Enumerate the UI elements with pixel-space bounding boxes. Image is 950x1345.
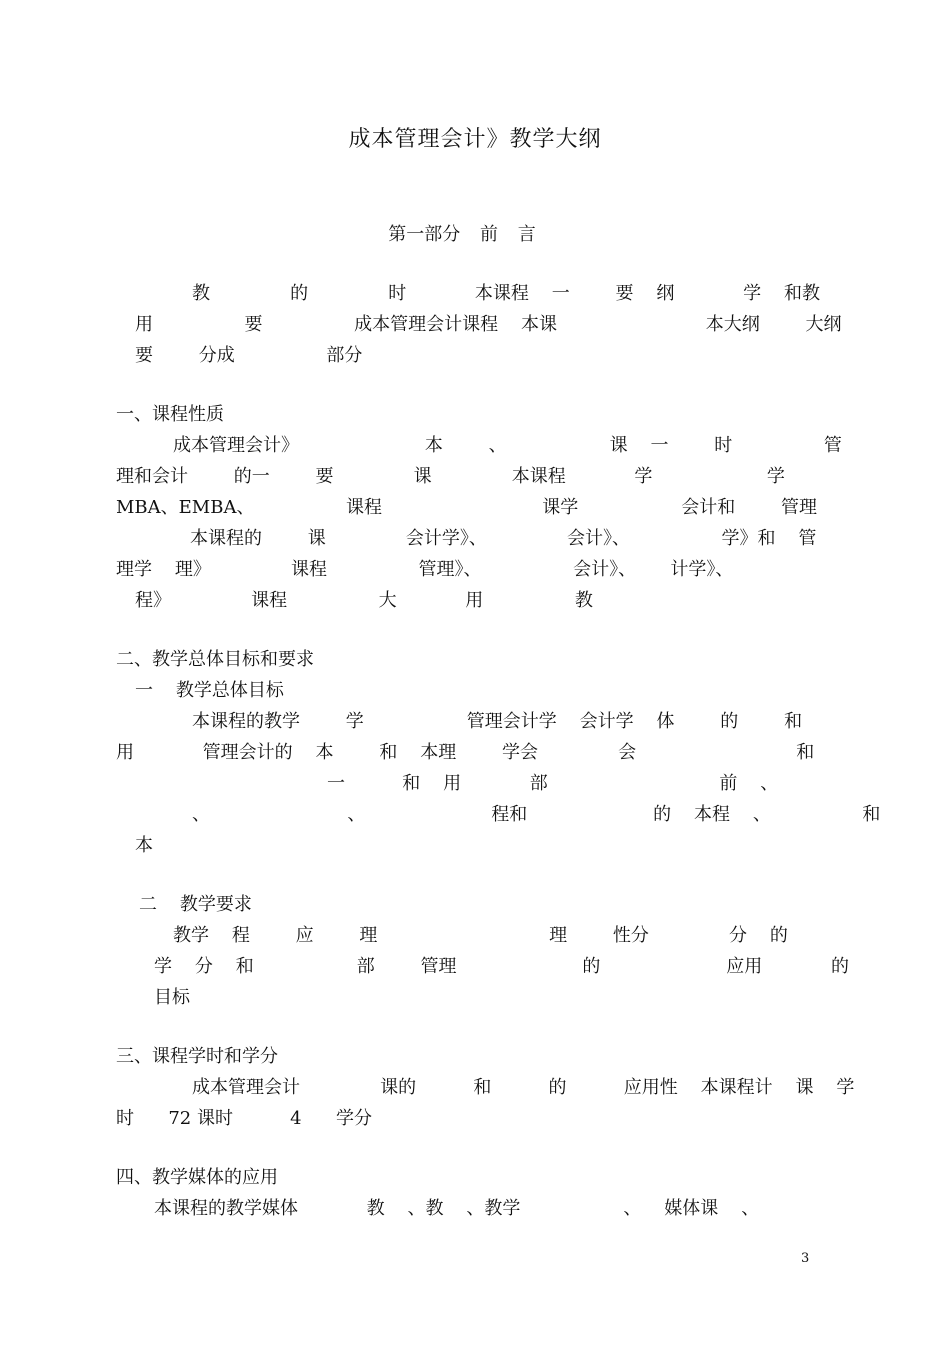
section-line: 教学 程 应 理 理 性分 分 的 xyxy=(173,925,788,946)
subheading-overall-goal: 一 教学总体目标 xyxy=(135,680,284,701)
section-line: MBA、EMBA、 课程 课学 会计和 管理 xyxy=(116,497,817,518)
section-line: 时 72 课时 4 学分 xyxy=(116,1108,372,1129)
section-line: 、 、 程和 的 本程 、 和 xyxy=(192,804,881,825)
part-title: 第一部分 前 言 xyxy=(388,224,536,245)
section-line: 目标 xyxy=(154,987,190,1008)
section-line: 成本管理会计 课的 和 的 应用性 本课程计 课 学 xyxy=(192,1077,855,1098)
preface-line: 用 要 成本管理会计课程 本课 本大纲 大纲 xyxy=(135,314,842,335)
section-heading-hours: 三、课程学时和学分 xyxy=(116,1046,278,1067)
section-line: 本课程的 课 会计学》、 会计》、 学》和 管 xyxy=(190,528,817,549)
section-line: 本课程的教学媒体 教 、教 、教学 、 媒体课 、 xyxy=(154,1198,760,1219)
section-line: 本 xyxy=(135,835,153,856)
section-heading-goals: 二、教学总体目标和要求 xyxy=(116,649,314,670)
section-line: 一 和 用 部 前 、 xyxy=(327,773,779,794)
section-line: 用 管理会计的 本 和 本理 学会 会 和 xyxy=(116,742,815,763)
section-line: 成本管理会计》 本 、 课 一 时 管 xyxy=(173,435,842,456)
section-line: 理学 理》 课程 管理》、 会计》、 计学》、 xyxy=(116,559,734,580)
section-heading-nature: 一、课程性质 xyxy=(116,404,224,425)
preface-line: 要 分成 部分 xyxy=(135,345,363,366)
section-line: 本课程的教学 学 管理会计学 会计学 体 的 和 xyxy=(192,711,803,732)
document-title: 成本管理会计》教学大纲 xyxy=(348,127,602,152)
preface-line: 教 的 时 本课程 一 要 纲 学 和教 xyxy=(192,283,820,304)
section-line: 程》 课程 大 用 教 xyxy=(135,590,593,611)
page-number: 3 xyxy=(801,1251,810,1266)
subheading-requirements: 二 教学要求 xyxy=(139,894,252,915)
section-line: 理和会计 的一 要 课 本课程 学 学 xyxy=(116,466,785,487)
section-line: 学 分 和 部 管理 的 应用 的 xyxy=(154,956,849,977)
section-heading-media: 四、教学媒体的应用 xyxy=(116,1167,278,1188)
